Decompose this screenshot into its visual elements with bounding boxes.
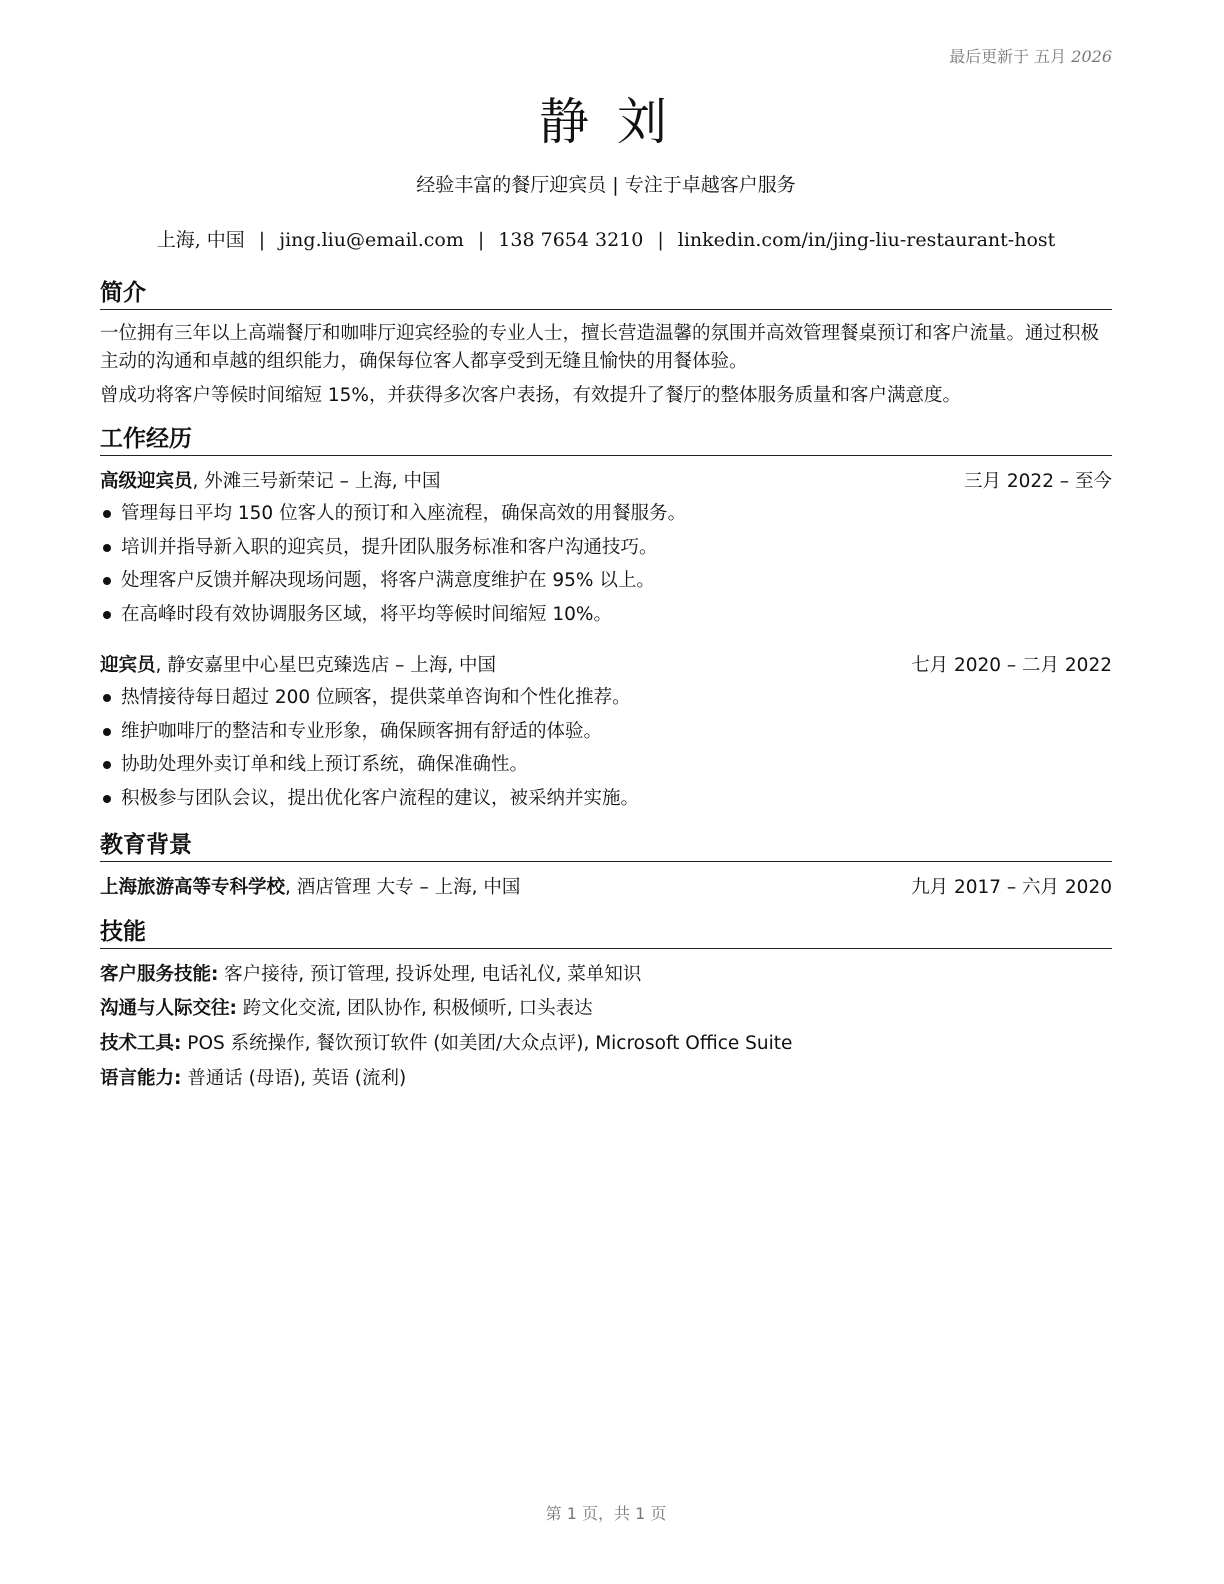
list-item — [100, 535, 1112, 569]
education-detail: , 酒店管理 大专 – 上海, 中国 — [285, 877, 521, 898]
contact-line — [100, 225, 1112, 252]
bullet-dot — [103, 728, 111, 736]
job-org: , 外滩三号新荣记 – 上海, 中国 — [192, 471, 441, 492]
job-bullets — [100, 685, 1112, 819]
skill-label: 技术工具: — [100, 1033, 182, 1054]
list-item — [100, 602, 1112, 636]
section-title-skills: 技能 — [100, 917, 1112, 949]
bullet-dot — [103, 795, 111, 803]
bullet-text: 在高峰时段有效协调服务区域，将平均等候时间缩短 10%。 — [121, 603, 613, 625]
skill-label: 客户服务技能: — [100, 964, 219, 985]
contact-separator: | — [258, 229, 266, 251]
bullet-dot — [103, 577, 111, 585]
bullet-dot — [103, 694, 111, 702]
education-dates: 九月 2017 – 六月 2020 — [911, 877, 1112, 898]
skill-line — [100, 996, 1112, 1022]
skill-line — [100, 1031, 1112, 1057]
skill-value: POS 系统操作, 餐饮预订软件 (如美团/大众点评), Microsoft Office Suite — [181, 1033, 793, 1054]
skill-value: 客户接待, 预订管理, 投诉处理, 电话礼仪, 菜单知识 — [218, 964, 642, 985]
bullet-dot — [103, 510, 111, 518]
list-item — [100, 786, 1112, 820]
summary-paragraph: 一位拥有三年以上高端餐厅和咖啡厅迎宾经验的专业人士，擅长营造温馨的氛围并高效管理餐桌预订和客户流量。通过积极主动的沟通和卓越的组织能力，确保每位客人都享受到无缝且愉快的用餐体验。 — [100, 323, 1100, 372]
job-dates: 三月 2022 – 至今 — [964, 471, 1112, 492]
skill-value: 跨文化交流, 团队协作, 积极倾听, 口头表达 — [236, 998, 593, 1019]
candidate-name: 静 刘 — [539, 93, 673, 151]
contact-location: 上海, 中国 — [156, 229, 245, 251]
bullet-text: 维护咖啡厅的整洁和专业形象，确保顾客拥有舒适的体验。 — [121, 720, 603, 742]
contact-separator: | — [657, 229, 664, 251]
list-item — [100, 501, 1112, 535]
list-item — [100, 685, 1112, 719]
job-org: , 静安嘉里中心星巴克臻选店 – 上海, 中国 — [155, 655, 497, 676]
skill-value: 普通话 (母语), 英语 (流利) — [181, 1068, 407, 1089]
section-title-summary: 简介 — [100, 278, 1112, 310]
bullet-dot — [103, 544, 111, 552]
job-role: 迎宾员 — [100, 655, 156, 676]
bullet-text: 处理客户反馈并解决现场问题，将客户满意度维护在 95% 以上。 — [121, 570, 655, 591]
resume-page — [100, 0, 1112, 1584]
bullet-text: 管理每日平均 150 位客人的预订和入座流程，确保高效的用餐服务。 — [121, 503, 687, 524]
job-dates: 七月 2020 – 二月 2022 — [911, 655, 1112, 676]
skill-label: 沟通与人际交往: — [100, 998, 237, 1019]
job-bullets — [100, 501, 1112, 635]
bullet-text: 协助处理外卖订单和线上预订系统，确保准确性。 — [121, 754, 529, 775]
education-school: 上海旅游高等专科学校 — [100, 877, 286, 898]
bullet-text: 热情接待每日超过 200 位顾客，提供菜单咨询和个性化推荐。 — [121, 687, 631, 708]
contact-email[interactable]: jing.liu@email.com — [279, 229, 464, 251]
skill-line — [100, 962, 1112, 988]
list-item — [100, 568, 1112, 602]
summary-paragraph: 曾成功将客户等候时间缩短 15%，并获得多次客户表扬，有效提升了餐厅的整体服务质量和客户满意度。 — [100, 385, 962, 406]
skill-line — [100, 1066, 1112, 1092]
bullet-text: 培训并指导新入职的迎宾员，提升团队服务标准和客户沟通技巧。 — [121, 536, 658, 558]
bullet-dot — [103, 611, 111, 619]
education-entry — [100, 875, 1112, 901]
bullet-dot — [103, 761, 111, 769]
job-header — [100, 653, 1112, 679]
job-role: 高级迎宾员 — [100, 471, 193, 492]
section-title-experience: 工作经历 — [100, 424, 1112, 456]
contact-linkedin[interactable]: linkedin.com/in/jing-liu-restaurant-host — [677, 229, 1056, 251]
list-item — [100, 719, 1112, 753]
page-number: 第 1 页，共 1 页 — [545, 1504, 667, 1523]
section-title-education: 教育背景 — [100, 830, 1112, 862]
bullet-text: 积极参与团队会议，提出优化客户流程的建议，被采纳并实施。 — [121, 787, 640, 809]
last-updated-label: 最后更新于 五月 — [949, 47, 1067, 66]
list-item — [100, 752, 1112, 786]
contact-phone: 138 7654 3210 — [498, 229, 644, 251]
last-updated — [949, 44, 1112, 67]
last-updated-year: 2026 — [1071, 47, 1112, 66]
job-header — [100, 469, 1112, 495]
skill-label: 语言能力: — [100, 1068, 182, 1089]
contact-separator: | — [477, 229, 485, 251]
tagline: 经验丰富的餐厅迎宾员 | 专注于卓越客户服务 — [416, 174, 796, 196]
